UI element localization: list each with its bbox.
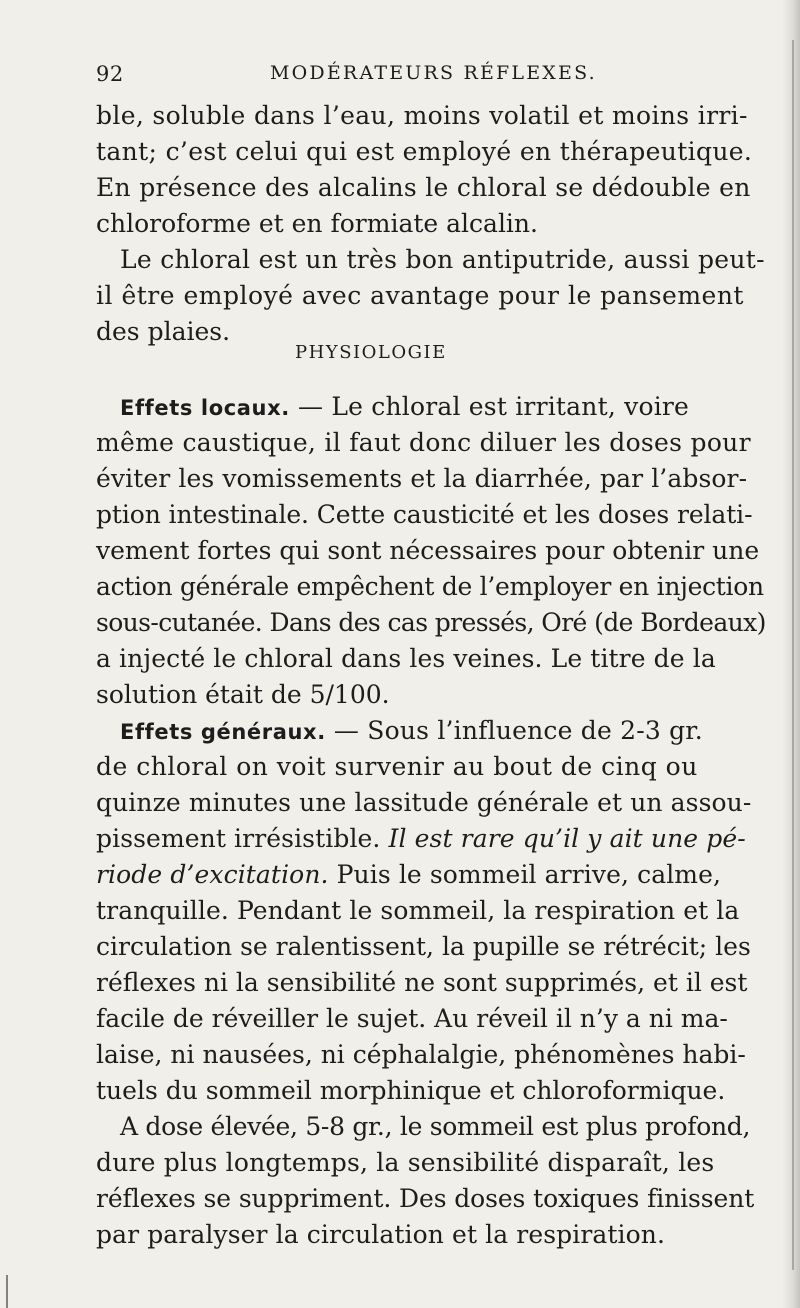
text-line: sous-cutanée. Dans des cas pressés, Oré (de Bordeaux) bbox=[96, 608, 766, 637]
section-heading: PHYSIOLOGIE bbox=[295, 342, 447, 363]
text-line: En présence des alcalins le chloral se dédouble en bbox=[96, 173, 751, 202]
text-span: — Le chloral est irritant, voire bbox=[289, 392, 690, 421]
paragraph-local-effects bbox=[120, 388, 689, 426]
italic-span: Il est rare qu’il y ait une pé- bbox=[388, 824, 746, 853]
text-span: Puis le sommeil arrive, calme, bbox=[328, 860, 722, 889]
text-line: par paralyser la circulation et la respiration. bbox=[96, 1220, 666, 1249]
run-in-heading: Effets locaux. bbox=[120, 396, 290, 420]
text-line: de chloral on voit survenir au bout de cinq ou bbox=[96, 752, 698, 781]
text-line: laise, ni nausées, ni céphalalgie, phénomènes habi- bbox=[96, 1040, 746, 1069]
text-line: même caustique, il faut donc diluer les doses pour bbox=[96, 428, 751, 457]
text-line: ble, soluble dans l’eau, moins volatil et moins irri- bbox=[96, 101, 748, 130]
run-in-heading: Effets généraux. bbox=[120, 720, 326, 744]
text-line: tuels du sommeil morphinique et chloroformique. bbox=[96, 1076, 726, 1105]
text-line: quinze minutes une lassitude générale et un assou- bbox=[96, 788, 752, 817]
text-line: facile de réveiller le sujet. Au réveil il n’y a ni ma- bbox=[96, 1004, 728, 1033]
running-head: MODÉRATEURS RÉFLEXES. bbox=[270, 62, 597, 84]
text-line: action générale empêchent de l’employer en injection bbox=[96, 572, 764, 601]
text-line: circulation se ralentissent, la pupille se rétrécit; les bbox=[96, 932, 751, 961]
page-number: 92 bbox=[96, 62, 124, 86]
text-line: tant; c’est celui qui est employé en thérapeutique. bbox=[96, 137, 753, 166]
text-line: dure plus longtemps, la sensibilité disparaît, les bbox=[96, 1148, 715, 1177]
italic-span: riode d’excitation. bbox=[96, 860, 329, 889]
text-line: ption intestinale. Cette causticité et les doses relati- bbox=[96, 500, 753, 529]
text-line: A dose élevée, 5-8 gr., le sommeil est plus profond, bbox=[120, 1112, 751, 1141]
text-span: — Sous l’influence de 2-3 gr. bbox=[325, 716, 703, 745]
paragraph-general-effects bbox=[120, 712, 703, 750]
scan-edge-shadow bbox=[782, 0, 800, 1308]
text-line: des plaies. bbox=[96, 317, 231, 346]
text-line bbox=[96, 856, 721, 894]
text-line: a injecté le chloral dans les veines. Le titre de la bbox=[96, 644, 716, 673]
text-line: solution était de 5/100. bbox=[96, 680, 390, 709]
text-line: Le chloral est un très bon antiputride, aussi peut- bbox=[120, 245, 765, 274]
text-line: il être employé avec avantage pour le pansement bbox=[96, 281, 744, 310]
text-line: vement fortes qui sont nécessaires pour obtenir une bbox=[96, 536, 760, 565]
text-line bbox=[96, 820, 746, 858]
text-line: chloroforme et en formiate alcalin. bbox=[96, 209, 538, 238]
text-span: pissement irrésistible. bbox=[96, 824, 389, 853]
text-line: tranquille. Pendant le sommeil, la respiration et la bbox=[96, 896, 740, 925]
scan-edge-line bbox=[792, 40, 794, 1270]
scan-edge-mark bbox=[6, 1275, 8, 1308]
text-line: réflexes ni la sensibilité ne sont supprimés, et il est bbox=[96, 968, 748, 997]
text-line: réflexes se suppriment. Des doses toxiques finissent bbox=[96, 1184, 755, 1213]
text-line: éviter les vomissements et la diarrhée, par l’absor- bbox=[96, 464, 748, 493]
